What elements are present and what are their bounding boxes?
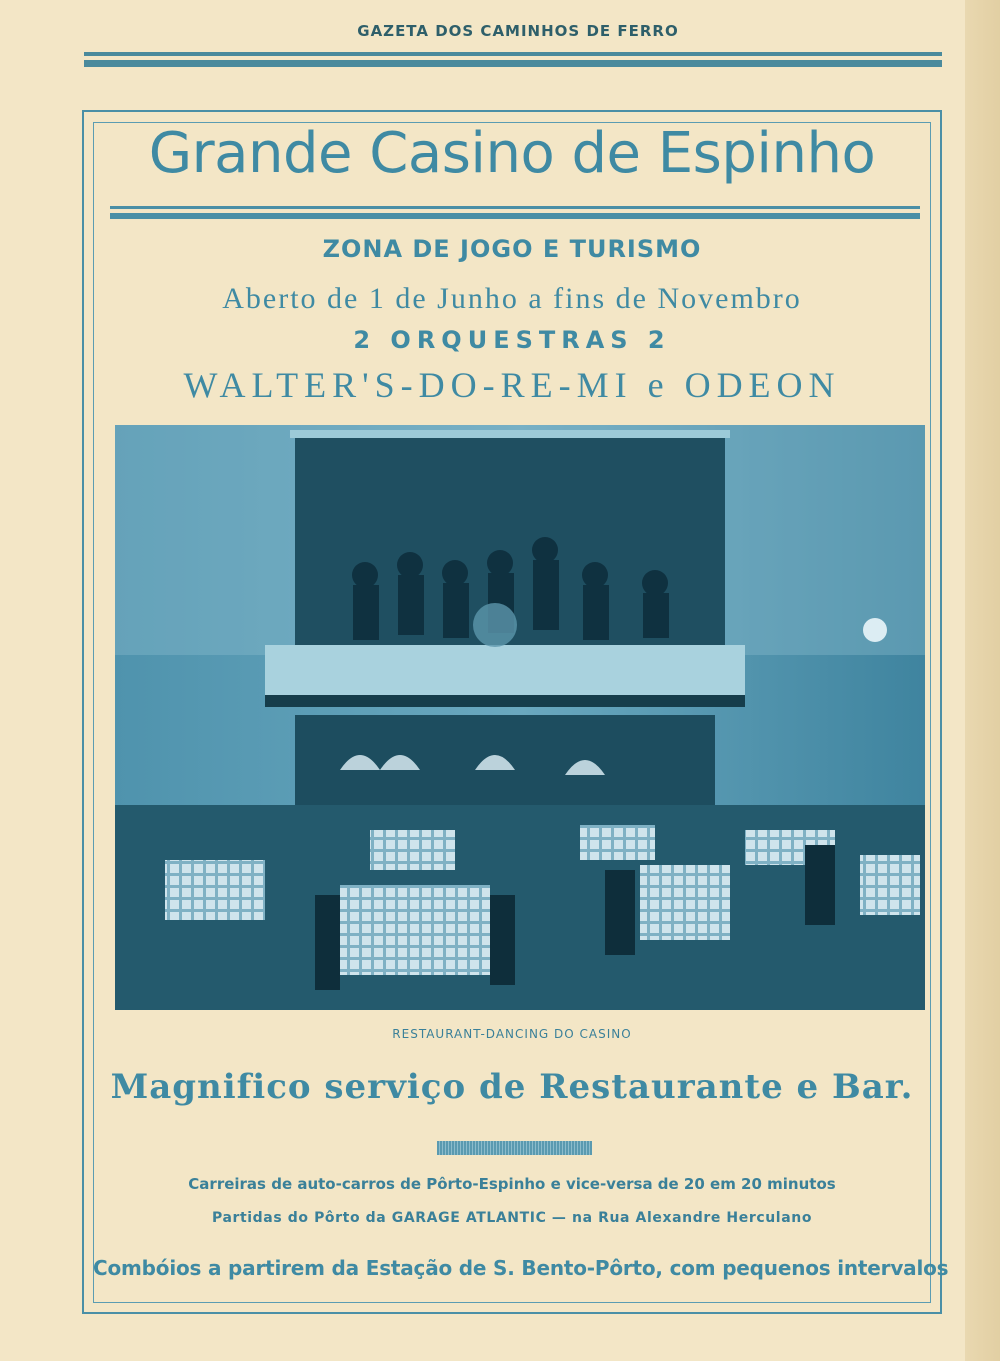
title-rule-thick	[110, 213, 920, 219]
photo-caption: RESTAURANT-DANCING DO CASINO	[392, 1027, 632, 1041]
restaurant-photo-illustration	[115, 425, 925, 1010]
masthead-rule	[84, 52, 942, 56]
page-edge	[965, 0, 1000, 1361]
zona-heading: ZONA DE JOGO E TURISMO	[322, 235, 702, 263]
restaurant-photo	[115, 425, 925, 1010]
masthead-title: GAZETA DOS CAMINHOS DE FERRO	[357, 22, 679, 40]
orchestras-heading: 2 ORQUESTRAS 2	[353, 326, 671, 354]
departures-text: Partidas do Pôrto da GARAGE ATLANTIC — na Rua Alexandre Herculano	[211, 1210, 813, 1226]
trains-text: Combóios a partirem da Estação de S. Bento-Pôrto, com pequenos intervalos	[93, 1256, 949, 1280]
masthead-rule-thick	[84, 60, 942, 67]
advertisement-title: Grande Casino de Espinho	[148, 121, 876, 186]
band-names: WALTER'S-DO-RE-MI e ODEON	[183, 365, 841, 405]
title-rule	[110, 206, 920, 209]
decorative-stripe	[437, 1141, 592, 1155]
service-headline: Magnifico serviço de Restaurante e Bar.	[110, 1067, 914, 1107]
bus-schedule-text: Carreiras de auto-carros de Pôrto-Espinho e vice-versa de 20 em 20 minutos	[188, 1175, 836, 1193]
opening-dates: Aberto de 1 de Junho a fins de Novembro	[222, 282, 802, 315]
